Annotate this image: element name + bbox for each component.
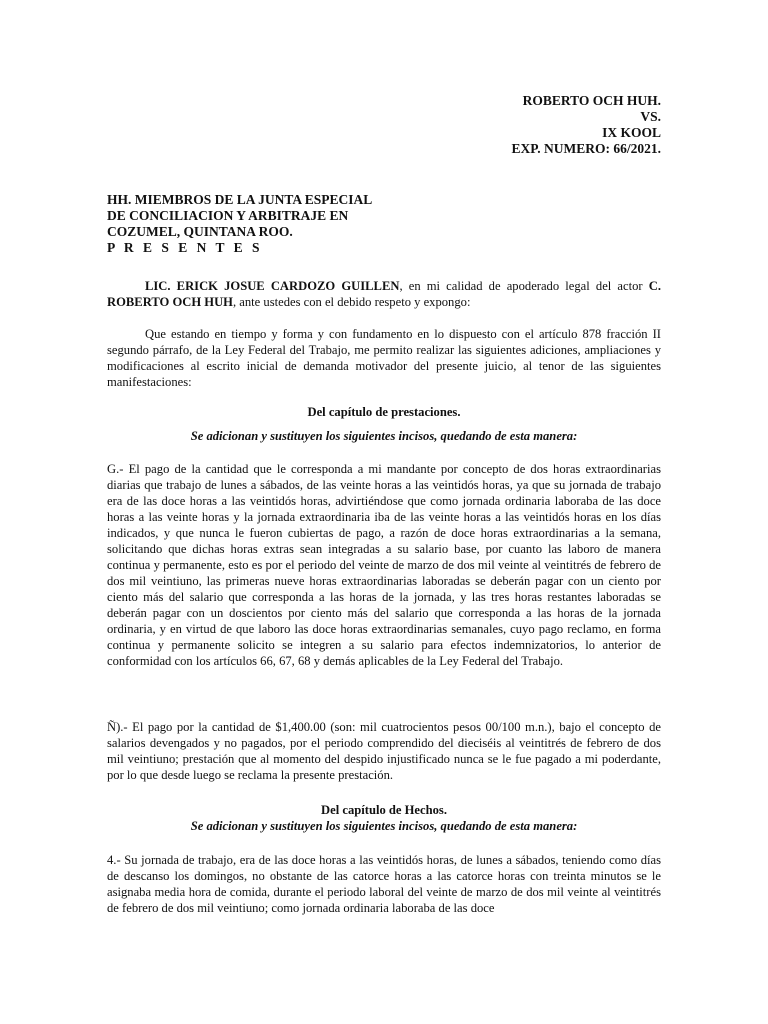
paragraph-4-text: 4.- Su jornada de trabajo, era de las doce horas a las veintidós horas, de lunes a sábados, teniendo como días de descanso los domingos, no obstante de las catorce horas a las catorce horas con treinta minutos se le asignaba media hora de comida, durante el periodo laboral del veinte de marzo de dos mil veinte al veintitrés de febrero de dos mil veintiuno; como jornada ordinaria laboraba de las doce bbox=[107, 853, 661, 915]
actor-name: C. ROBERTO OCH HUH bbox=[107, 279, 661, 309]
intro-paragraph bbox=[107, 278, 661, 310]
addressee-line-2: DE CONCILIACION Y ARBITRAJE EN bbox=[107, 208, 349, 223]
section-1-title: Del capítulo de prestaciones. bbox=[307, 405, 461, 419]
plaintiff-name: ROBERTO OCH HUH. bbox=[522, 93, 661, 108]
section-2-title: Del capítulo de Hechos. bbox=[321, 803, 447, 817]
case-header bbox=[511, 93, 661, 157]
paragraph-g-text: G.- El pago de la cantidad que le corresponda a mi mandante por concepto de dos horas extraordinarias diarias que trabajo de lunes a sábados, de las veinte horas a las veintidós horas, ya que su jornada de trabajo era de las doce horas a las veintidós horas, advirtiéndose que como jornada ordinaria laboraba de las doce horas a las veinte horas y la jornada extraordinaria iba de las veinte horas a las veintidós horas en los días indicados, y que nunca le fueron cubiertas de pago, a razón de doce horas extraordinarias a la semana, solicitando que dichas horas extras sean integradas a su salario base, por cuanto las laboro de manera continua y permanente, esto es por el periodo del veinte de marzo de dos mil veinte al veintitrés de febrero de dos mil veintiuno, las primeras nueve horas extraordinarias laboradas se deberán pagar con un ciento por ciento más del salario que corresponda a las horas de la jornada, y las tres horas restantes laboradas se deberán pagar con un doscientos por ciento más del salario que corresponda a las horas de la jornada ordinaria, y en virtud de que laboro las doce horas extraordinarias semanales, cuyo pago reclamo, en forma continua y permanente solicito se integren a su salario para efectos indemnizatorios, lo anterior de conformidad con los artículos 66, 67, 68 y demás aplicables de la Ley Federal del Trabajo. bbox=[107, 462, 661, 668]
paragraph-n bbox=[107, 719, 661, 783]
attorney-name: LIC. ERICK JOSUE CARDOZO GUILLEN bbox=[145, 279, 400, 293]
addressee-line-3: COZUMEL, QUINTANA ROO. bbox=[107, 224, 293, 239]
section-1-heading bbox=[107, 404, 661, 420]
section-2-subtitle: Se adicionan y sustituyen los siguientes incisos, quedando de esta manera: bbox=[190, 819, 578, 833]
section-2-heading bbox=[107, 802, 661, 834]
paragraph-g bbox=[107, 461, 661, 669]
intro-text-2: , ante ustedes con el debido respeto y expongo: bbox=[232, 295, 471, 309]
versus-label: VS. bbox=[640, 109, 661, 124]
intro-text-1: , en mi calidad de apoderado legal del actor bbox=[399, 279, 649, 293]
defendant-name: IX KOOL bbox=[602, 125, 661, 140]
addressee-block bbox=[107, 192, 372, 256]
paragraph-n-text: Ñ).- El pago por la cantidad de $1,400.00 (son: mil cuatrocientos pesos 00/100 m.n.), bajo el concepto de salarios devengados y no pagados, por el periodo comprendido del dieciséis al veintitrés de febrero de dos mil veintiuno; prestación que al momento del despido injustificado nunca se le fue pagado a mi poderdante, por lo que desde luego se reclama la presente prestación. bbox=[107, 720, 661, 782]
section-1-subheading bbox=[107, 428, 661, 444]
paragraph-1-text: Que estando en tiempo y forma y con fundamento en lo dispuesto con el artículo 878 fracción II segundo párrafo, de la Ley Federal del Trabajo, me permito realizar las siguientes adiciones, ampliaciones y modificaciones al escrito inicial de demanda motivador del presente juicio, al tenor de las siguientes manifestaciones: bbox=[107, 327, 661, 389]
case-number: EXP. NUMERO: 66/2021. bbox=[511, 141, 661, 156]
addressee-line-4: P R E S E N T E S bbox=[107, 240, 263, 255]
section-1-subtitle: Se adicionan y sustituyen los siguientes incisos, quedando de esta manera: bbox=[190, 429, 578, 443]
paragraph-1 bbox=[107, 326, 661, 390]
addressee-line-1: HH. MIEMBROS DE LA JUNTA ESPECIAL bbox=[107, 192, 373, 207]
paragraph-4 bbox=[107, 852, 661, 916]
